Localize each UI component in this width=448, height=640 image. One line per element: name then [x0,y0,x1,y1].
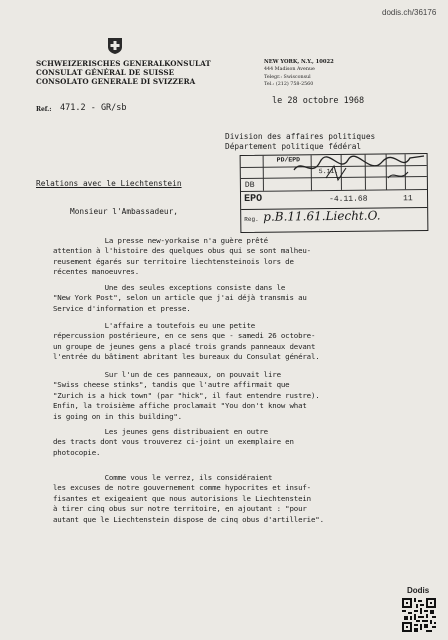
letterhead-address [264,59,334,89]
body-paragraph: Les jeunes gens distribuaient en outre des tracts dont vous trouverez ci-joint un exemplaire en photocopie. [53,427,294,457]
ref-label: Ref.: [36,106,52,113]
body-paragraph: Comme vous le verrez, ils considéraient les excuses de notre gouvernement comme hypocrites et insuf- fisantes et exigeaient que nous autorisions le Liechtenstein à tirer cinq obus sur notre territoire, en ajoutant : "pour autant que le Liechtenstein dispose de cinq obus d'artillerie". [53,473,324,524]
letterhead [36,59,211,86]
letterhead-phone: Tel.: (212) 758-2560 [264,82,314,88]
letterhead-line-italian: CONSOLATO GENERALE DI SVIZZERA [36,77,196,86]
stamp-epd-number: 11 [403,194,413,204]
swiss-cross-icon [107,37,123,55]
archive-watermark: dodis.ch/36176 [382,8,437,17]
salutation: Monsieur l'Ambassadeur, [70,207,178,216]
recipient-division: Division des affaires politiques [225,132,376,141]
letterhead-telegram: Telegr.: Swisconsul [264,74,311,80]
subject-line: Relations avec le Liechtenstein [36,179,182,188]
stamp-header: PD/EPD [276,156,301,164]
letterhead-line-french: CONSULAT GÉNÉRAL DE SUISSE [36,68,175,77]
body-paragraph: Une des seules exceptions consiste dans le "New York Post", selon un article que j'ai déjà transmis au Service d'information et presse. [53,283,307,313]
stamp-row-initials: DB [244,180,255,190]
letterhead-line-german: SCHWEIZERISCHES GENERALKONSULAT [36,59,211,68]
stamp-scribble-icon [290,148,430,192]
body-paragraph: Sur l'un de ces panneaux, on pouvait lire "Swiss cheese stinks", tandis que l'autre affirmait que "Zurich is a hick town" (par "hick", il faut entendre rustre). Enfin, la troisième affiche proclamait "You don't know what is going on in this building". [53,370,320,421]
letterhead-city: NEW YORK, N.Y., 10022 [264,59,334,65]
stamp-epd-date: -4.11.68 [329,194,368,205]
dodis-logo: Dodis [407,586,430,595]
body-paragraph: L'affaire a toutefois eu une petite répercussion postérieure, en ce sens que - samedi 26 octobre- un groupe de jeunes gens a placé trois grands panneaux devant l'entrée du bâtiment abritant les bureaux du Consulat général. [53,321,320,362]
stamp-epd: EPO [244,193,263,205]
stamp-ref-handwritten: p.B.11.61.Liecht.O. [263,208,381,224]
stamp-row-date: 5.11. [318,167,339,176]
ref-value: 471.2 - GR/sb [60,103,127,113]
stamp-ref-prefix: Reg. [244,215,259,223]
letter-date: le 28 octobre 1968 [272,96,365,106]
qr-code-icon [402,598,436,632]
body-paragraph: La presse new-yorkaise n'a guère prêté attention à l'histoire des quelques obus qui se sont malheu- reusement égarés sur territoire liechtensteinois lors de récentes manoeuvres. [53,236,311,277]
recipient-department: Département politique fédéral [225,142,362,151]
letterhead-street: 444 Madison Avenue [264,67,315,73]
